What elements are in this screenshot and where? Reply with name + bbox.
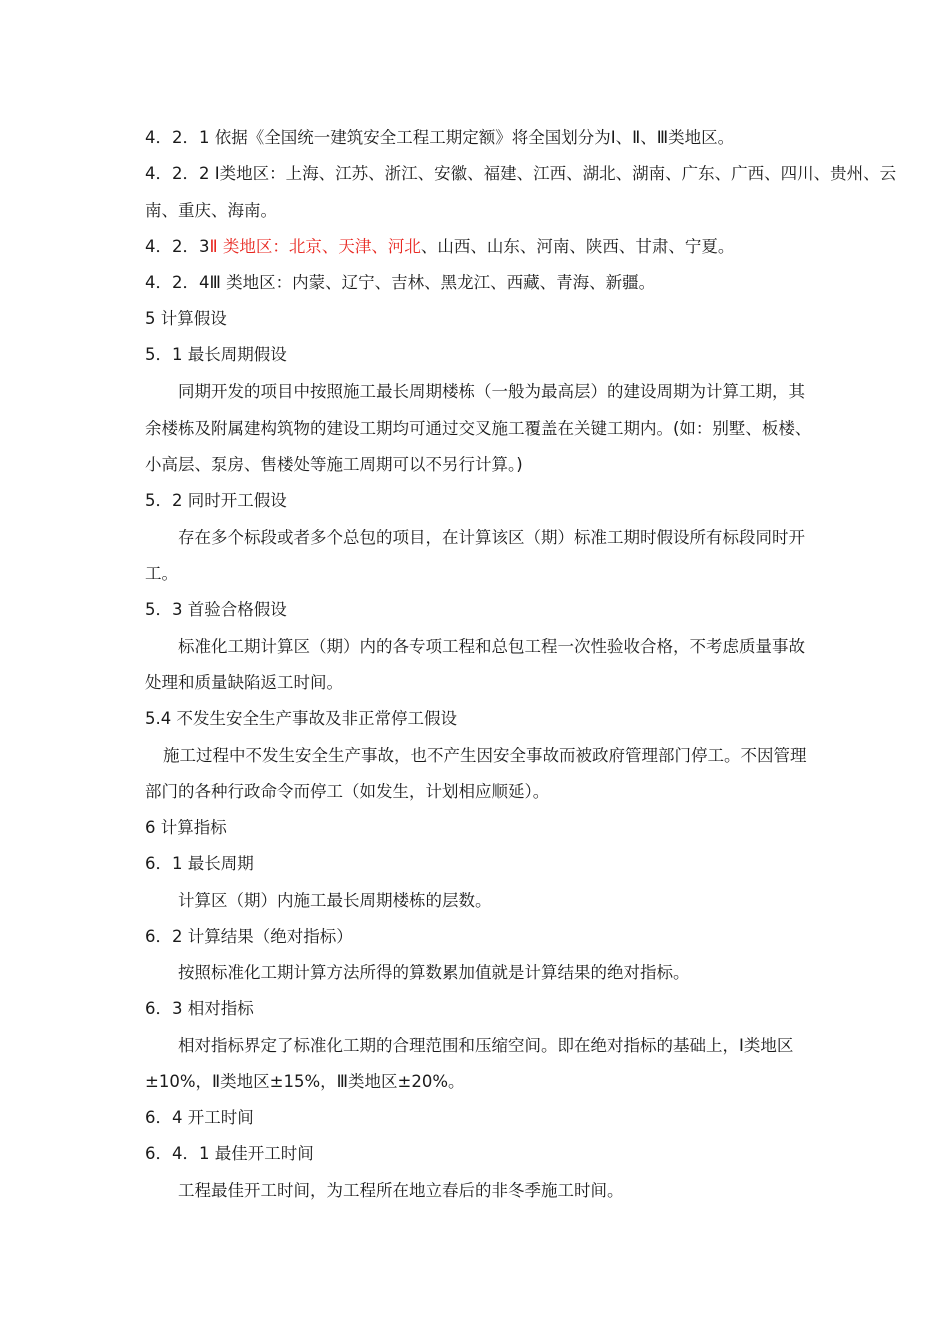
heading-5: 5 计算假设: [145, 309, 227, 328]
heading-6-2: 6．2 计算结果（绝对指标）: [145, 927, 353, 946]
paragraph-4-2-1: 4．2．1 依据《全国统一建筑安全工程工期定额》将全国划分为Ⅰ、Ⅱ、Ⅲ类地区。: [145, 128, 735, 147]
body-6-2: 按照标准化工期计算方法所得的算数累加值就是计算结果的绝对指标。: [178, 963, 690, 982]
body-6-4-1: 工程最佳开工时间，为工程所在地立春后的非冬季施工时间。: [178, 1181, 624, 1200]
paragraph-4-2-3: [145, 236, 815, 258]
heading-5-4: 5.4 不发生安全生产事故及非正常停工假设: [145, 709, 457, 728]
heading-5-1: 5．1 最长周期假设: [145, 345, 287, 364]
heading-6-1: 6．1 最长周期: [145, 854, 254, 873]
section-number: 4．2．3: [145, 237, 210, 256]
highlighted-region-text: Ⅱ 类地区：北京、天津、河北: [209, 237, 421, 256]
body-5-4-line-2: 部门的各种行政命令而停工（如发生，计划相应顺延）。: [145, 782, 550, 801]
body-5-4-line-1: 施工过程中不发生安全生产事故，也不产生因安全事故而被政府管理部门停工。不因管理: [163, 746, 807, 765]
body-6-3-line-2: ±10%，Ⅱ类地区±15%，Ⅲ类地区±20%。: [145, 1072, 465, 1091]
body-5-3-line-1: 标准化工期计算区（期）内的各专项工程和总包工程一次性验收合格，不考虑质量事故: [178, 637, 805, 656]
region-list-rest: 、山西、山东、河南、陕西、甘肃、宁夏。: [420, 237, 735, 256]
body-6-3-line-1: 相对指标界定了标准化工期的合理范围和压缩空间。即在绝对指标的基础上，Ⅰ类地区: [178, 1036, 794, 1055]
heading-6: 6 计算指标: [145, 818, 227, 837]
heading-6-4: 6．4 开工时间: [145, 1108, 254, 1127]
heading-6-4-1: 6．4．1 最佳开工时间: [145, 1144, 314, 1163]
body-5-2-line-2: 工。: [145, 564, 178, 583]
body-5-1-line-2: 余楼栋及附属建构筑物的建设工期均可通过交叉施工覆盖在关键工期内。(如：别墅、板楼、: [145, 419, 812, 438]
heading-5-3: 5．3 首验合格假设: [145, 600, 287, 619]
paragraph-4-2-2-cont: 南、重庆、海南。: [145, 201, 277, 220]
heading-5-2: 5．2 同时开工假设: [145, 491, 287, 510]
paragraph-4-2-4: 4．2．4Ⅲ 类地区：内蒙、辽宁、吉林、黑龙江、西藏、青海、新疆。: [145, 273, 656, 292]
body-6-1: 计算区（期）内施工最长周期楼栋的层数。: [178, 891, 492, 910]
heading-6-3: 6．3 相对指标: [145, 999, 254, 1018]
paragraph-4-2-2: 4．2．2 Ⅰ类地区：上海、江苏、浙江、安徽、福建、江西、湖北、湖南、广东、广西、四川、贵州、云: [145, 164, 897, 183]
body-5-1-line-1: 同期开发的项目中按照施工最长周期楼栋（一般为最高层）的建设周期为计算工期，其: [178, 382, 805, 401]
body-5-2-line-1: 存在多个标段或者多个总包的项目，在计算该区（期）标准工期时假设所有标段同时开: [178, 528, 805, 547]
body-5-1-line-3: 小高层、泵房、售楼处等施工周期可以不另行计算。): [145, 455, 523, 474]
body-5-3-line-2: 处理和质量缺陷返工时间。: [145, 673, 343, 692]
